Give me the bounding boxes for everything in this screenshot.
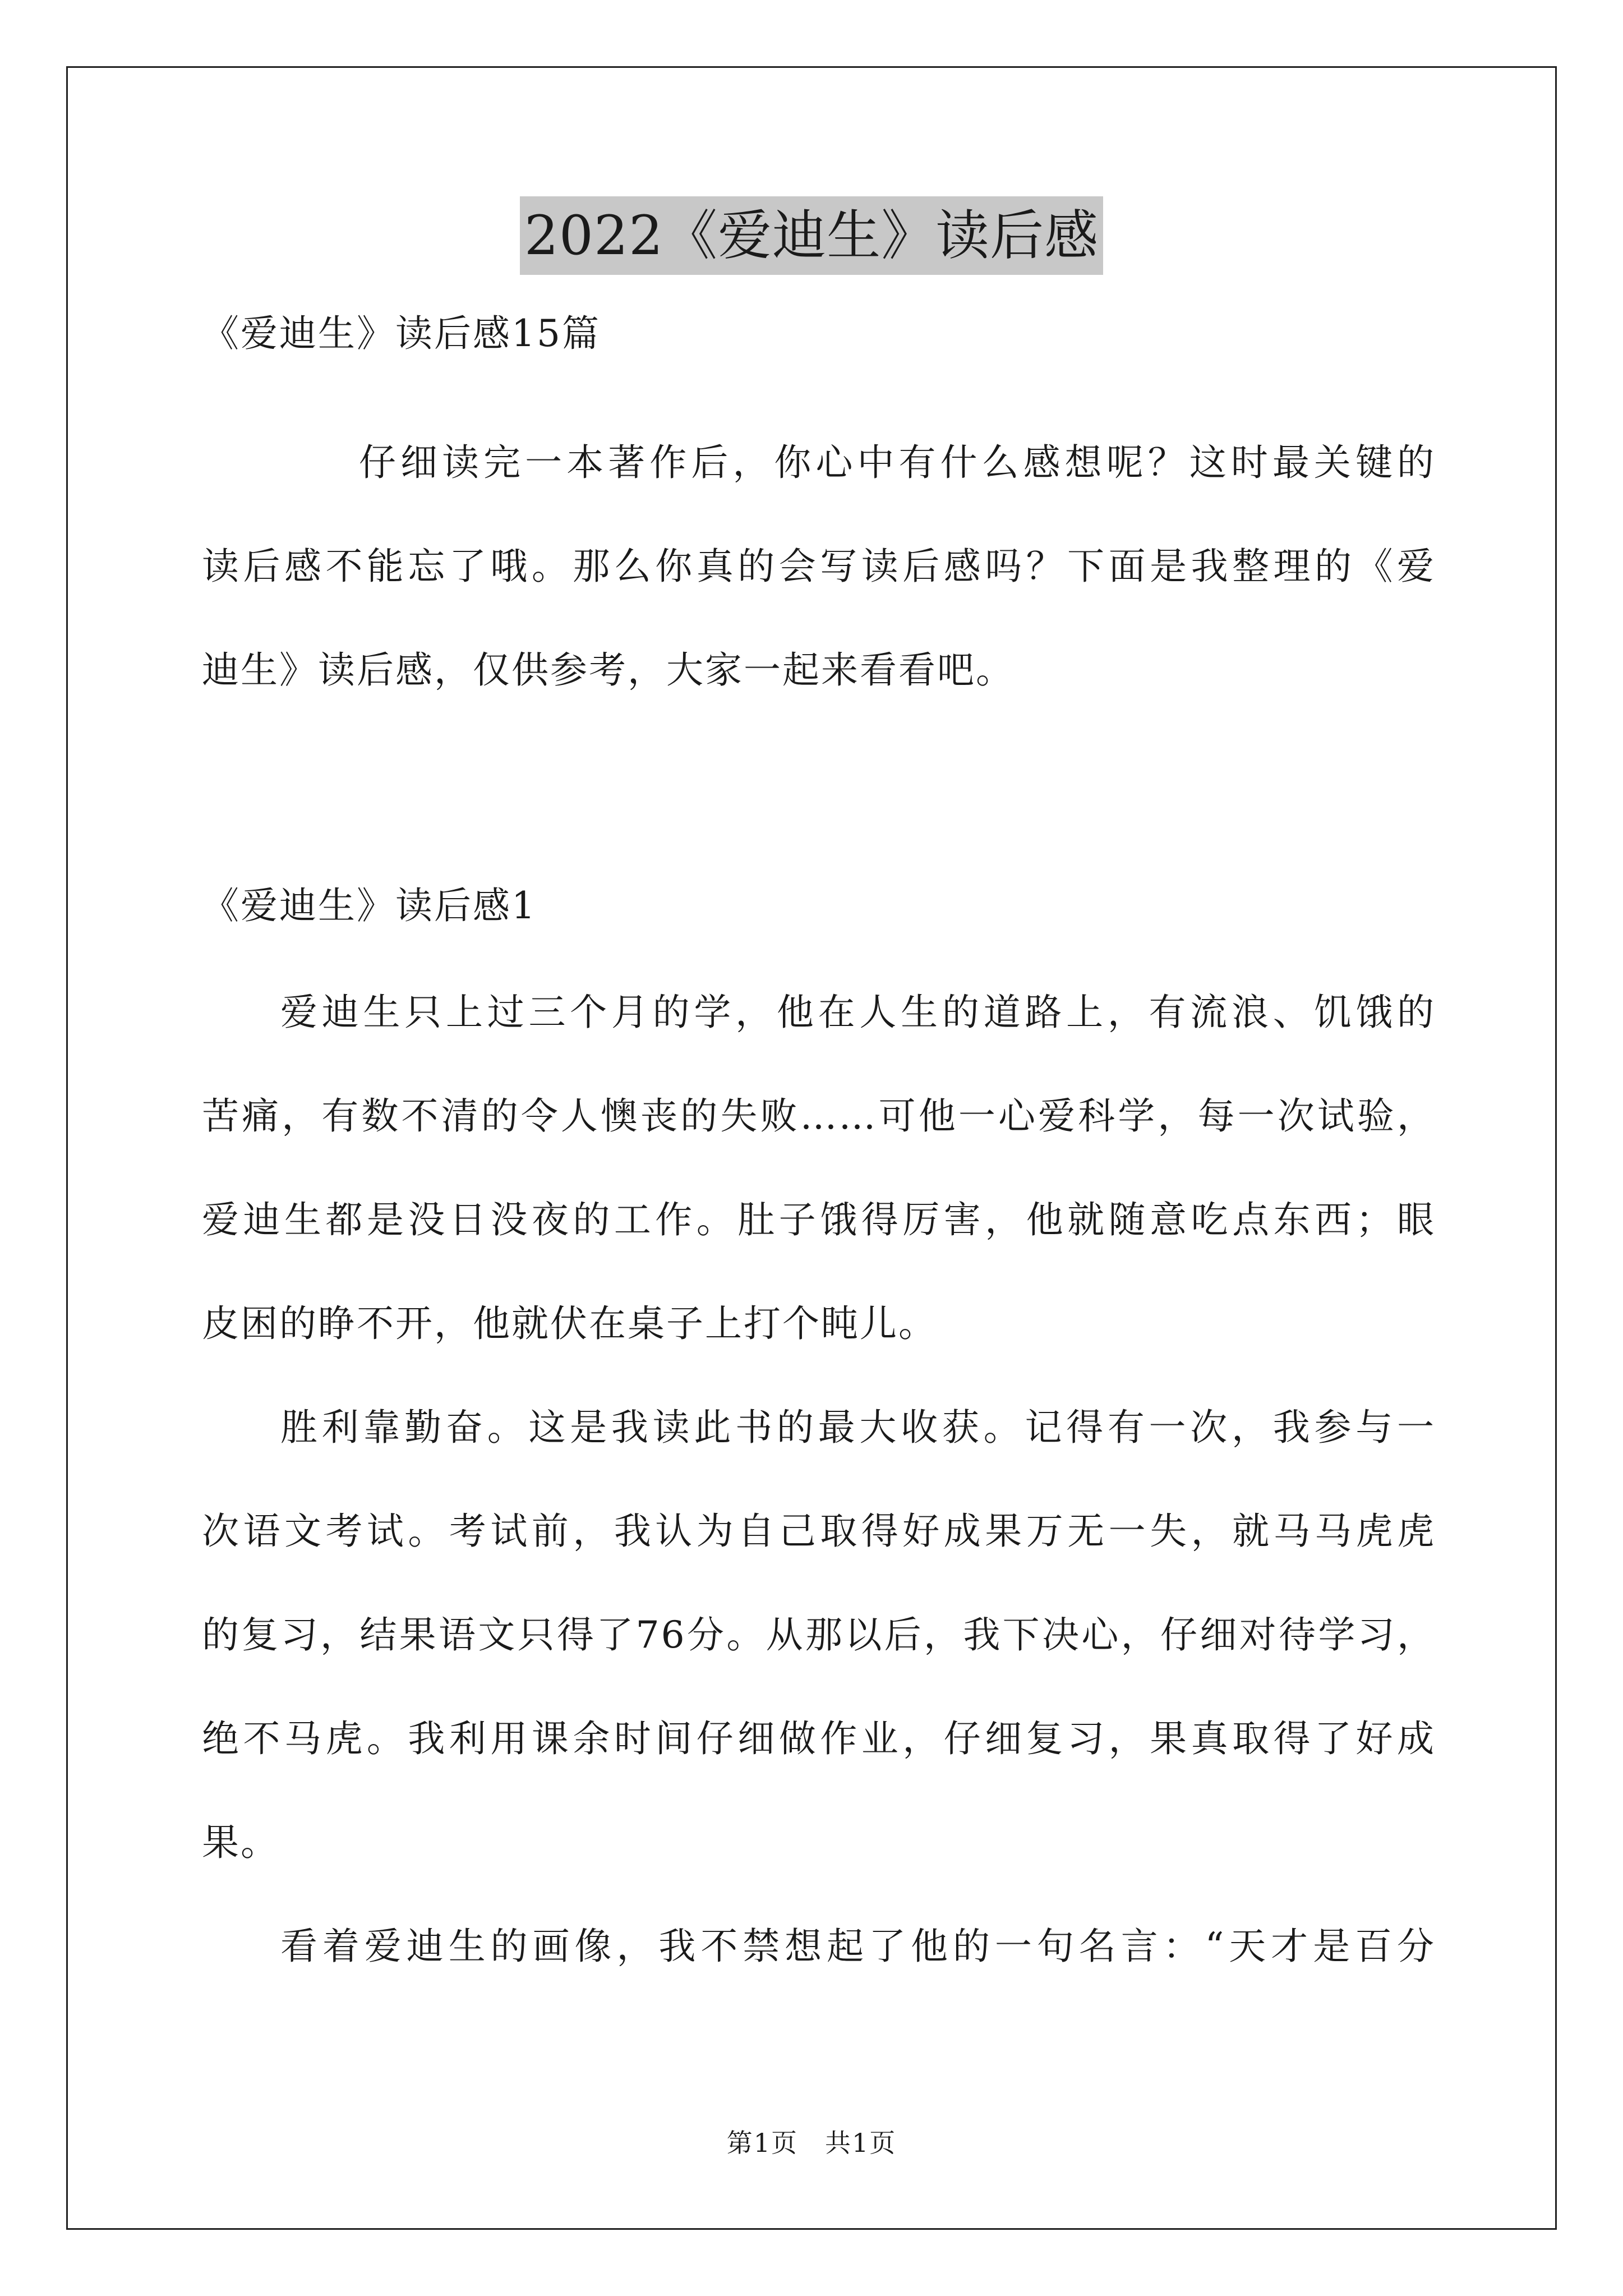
section-heading: 《爱迪生》读后感1	[202, 884, 537, 927]
intro-line-1: 仔细读完一本著作后，你心中有什么感想呢？这时最关键的	[359, 441, 1436, 484]
para2-line-5: 果。	[202, 1821, 279, 1864]
para2-line-3: 的复习，结果语文只得了76分。从那以后，我下决心，仔细对待学习，	[202, 1613, 1436, 1657]
page-footer	[0, 2126, 1623, 2160]
para3-line-1: 看着爱迪生的画像，我不禁想起了他的一句名言：“天才是百分	[280, 1925, 1436, 1968]
intro-line-3: 迪生》读后感，仅供参考，大家一起来看看吧。	[202, 648, 1015, 692]
para2-line-4: 绝不马虎。我利用课余时间仔细做作业，仔细复习，果真取得了好成	[202, 1717, 1436, 1760]
para2-line-2: 次语文考试。考试前，我认为自己取得好成果万无一失，就马马虎虎	[202, 1510, 1436, 1553]
para1-line-1: 爱迪生只上过三个月的学，他在人生的道路上，有流浪、饥饿的	[280, 991, 1436, 1034]
page-border	[66, 66, 1557, 2230]
para1-line-4: 皮困的睁不开，他就伏在桌子上打个盹儿。	[202, 1302, 937, 1345]
page-total: 共1页	[825, 2128, 897, 2158]
para1-line-2: 苦痛，有数不清的令人懊丧的失败……可他一心爱科学，每一次试验，	[202, 1094, 1436, 1138]
document-subtitle: 《爱迪生》读后感15篇	[202, 312, 601, 355]
document-title: 2022《爱迪生》读后感	[520, 196, 1103, 275]
title-container	[0, 196, 1623, 275]
para1-line-3: 爱迪生都是没日没夜的工作。肚子饿得厉害，他就随意吃点东西；眼	[202, 1198, 1436, 1241]
para2-line-1: 胜利靠勤奋。这是我读此书的最大收获。记得有一次，我参与一	[280, 1406, 1436, 1449]
page-number: 第1页	[726, 2128, 798, 2158]
intro-line-2: 读后感不能忘了哦。那么你真的会写读后感吗？下面是我整理的《爱	[202, 545, 1436, 588]
